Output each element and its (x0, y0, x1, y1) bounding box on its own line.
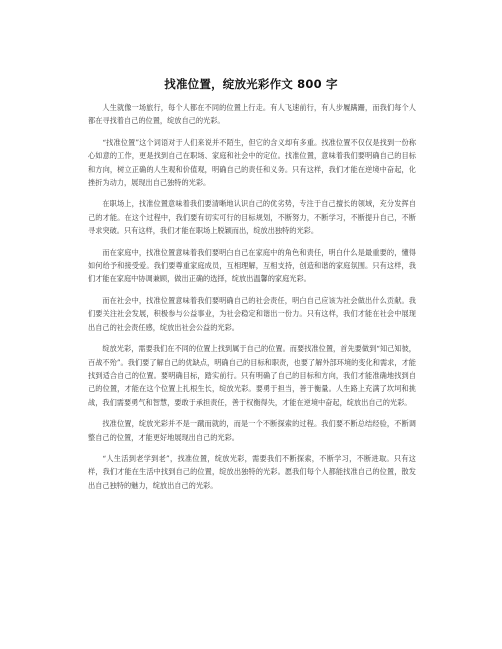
paragraph-8: “人生活到老学到老”，找准位置，绽放光彩，需要我们不断探索，不断学习，不断进取。只有这样，我们才能在生活中找到自己的位置，绽放出独特的光彩。愿我们每个人都能找准自己的位置，散发出自己独特的魅力，绽放出自己的光彩。 (88, 453, 416, 490)
paragraph-4: 而在家庭中，找准位置意味着我们要明白自己在家庭中的角色和责任，明白什么是最重要的，懂得如何给予和接受爱。我们要尊重家庭成员，互相理解，互相支持，创造和谐的家庭氛围。只有这样，我们才能在家庭中协调兼顾，做出正确的选择，绽放出温馨的家庭光彩。 (88, 247, 416, 284)
document-title: 找准位置，绽放光彩作文 800 字 (164, 77, 338, 91)
paragraph-6: 绽放光彩，需要我们在不同的位置上找到属于自己的位置。而要找准位置，首先要做到“知己知彼，百战不殆”。我们要了解自己的优缺点，明确自己的目标和职责，也要了解外部环境的变化和需求，才能找到适合自己的位置。要明确目标，踏实前行。只有明确了自己的目标和方向，我们才能准确地找到自己的位置，才能在这个位置上扎根生长，绽放光彩。要勇于担当，善于衡量。人生路上充满了坎坷和挑战，我们需要勇气和智慧，要敢于承担责任，善于权衡得失，才能在逆境中奋起，绽放出自己的光彩。 (88, 344, 416, 407)
paragraph-7: 找准位置，绽放光彩并不是一蹴而就的，而是一个不断探索的过程。我们要不断总结经验，不断调整自己的位置，才能更好地展现出自己的光彩。 (88, 419, 416, 442)
paragraph-3: 在职场上，找准位置意味着我们要清晰地认识自己的优劣势，专注于自己擅长的领域，充分发挥自己的才能。在这个过程中，我们要有切实可行的目标规划，不断努力，不断学习，不断提升自己，不断寻求突破。只有这样，我们才能在职场上脱颖而出，绽放出独特的光彩。 (88, 199, 416, 236)
document-body (88, 101, 416, 500)
paragraph-1: 人生就像一场旅行，每个人都在不同的位置上行走。有人飞速前行，有人步履蹒跚，而我们每个人都在寻找着自己的位置，绽放自己的光彩。 (88, 103, 416, 126)
paragraph-5: 而在社会中，找准位置意味着我们要明确自己的社会责任，明白自己应该为社会做出什么贡献。我们要关注社会发展，积极参与公益事业，为社会稳定和谐出一份力。只有这样，我们才能在社会中展现出自己的社会责任感，绽放出社会公益的光彩。 (88, 295, 416, 332)
paragraph-2: “找准位置”这个词语对于人们来说并不陌生，但它的含义却有多重。找准位置不仅仅是找到一份称心如意的工作，更是找到自己在职场、家庭和社会中的定位。找准位置，意味着我们要明确自己的目标和方向，树立正确的人生观和价值观，明确自己的责任和义务。只有这样，我们才能在逆境中奋起，化挫折为动力，展现出自己独特的光彩。 (88, 137, 416, 188)
